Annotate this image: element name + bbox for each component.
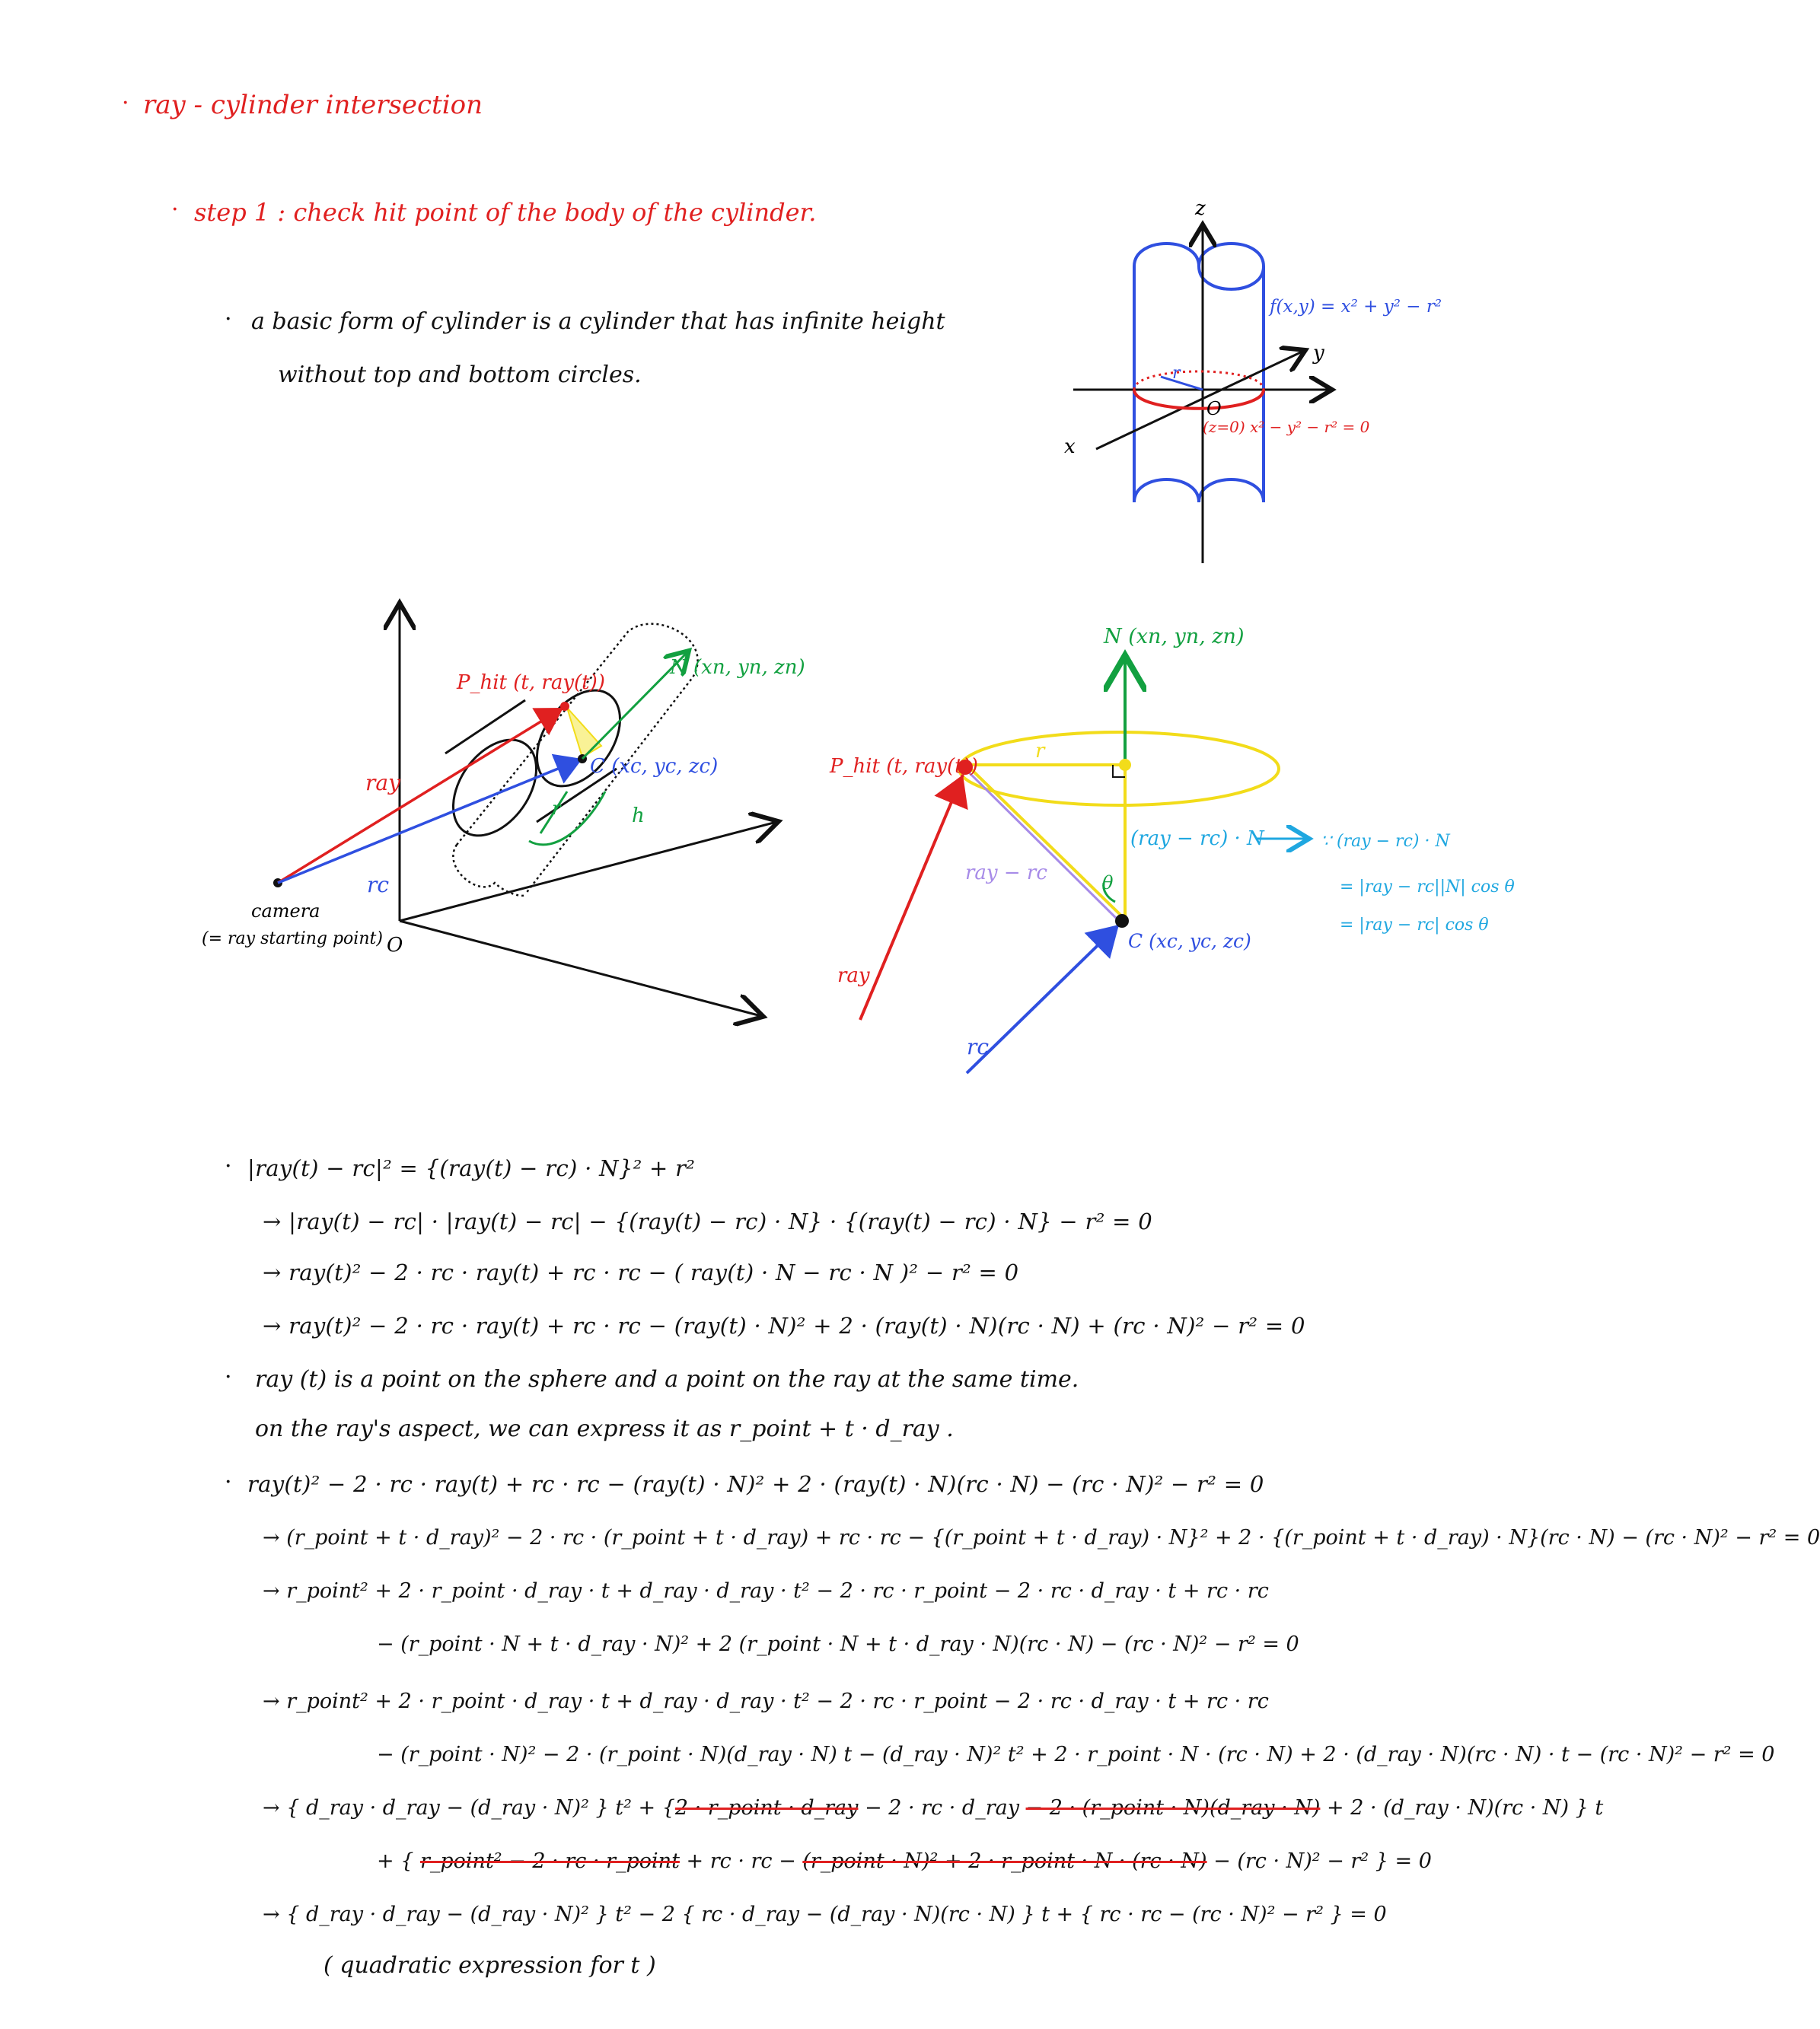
- paragraph-line-1: ray (t) is a point on the sphere and a point on the ray at the same time.: [255, 1366, 1079, 1393]
- cylinder-bottom-curve: [1134, 479, 1264, 502]
- hypotenuse-yellow: [967, 765, 1123, 917]
- equation-9b-struck-2: (r_point · N)² + 2 · r_point · N · (rc · N): [802, 1849, 1207, 1873]
- theta-label: θ: [1102, 872, 1114, 893]
- note-line-3: = |ray − rc| cos θ: [1340, 916, 1489, 935]
- depth-axis: [400, 921, 761, 1016]
- eq-bullet-1: ·: [225, 1153, 232, 1180]
- ray-cylinder-3d-figure: [190, 594, 814, 1035]
- y-axis-label: y: [1313, 342, 1324, 365]
- equation-9b-part-3: + rc · rc −: [679, 1849, 803, 1873]
- note-line-2: = |ray − rc||N| cos θ: [1340, 878, 1515, 897]
- difference-label: ray − rc: [965, 862, 1047, 884]
- normal-label: N (xn, yn, zn): [670, 656, 805, 679]
- projection-triangle: [567, 708, 601, 757]
- top-ellipse: [959, 732, 1279, 805]
- equation-9a-struck-2: − 2 · (r_point · N)(d_ray · N): [1025, 1796, 1321, 1820]
- intro-line-2: without top and bottom circles.: [278, 362, 642, 388]
- equation-9b: [377, 1849, 1432, 1873]
- projection-label: (ray − rc) · N: [1130, 827, 1264, 850]
- cylinder-axes-figure: [1050, 190, 1507, 563]
- equation-9b-part-5: − (rc · N)² − r² } = 0: [1206, 1849, 1432, 1873]
- h-label: h: [632, 804, 645, 827]
- cylinder-side-1: [445, 700, 525, 753]
- radius-label: r: [1172, 364, 1181, 383]
- base-ellipse-back: [1134, 371, 1264, 390]
- r-label: r: [552, 798, 561, 819]
- cylinder-bottom-cap: [436, 725, 553, 851]
- ray-vector: [278, 708, 563, 883]
- title-bullet: ·: [122, 90, 129, 116]
- hypotenuse-purple: [967, 770, 1119, 921]
- equation-8b: − (r_point · N)² − 2 · (r_point · N)(d_ray · N) t − (d_ray · N)² t² + 2 · r_point · N · (rc · N) + 2 · (d_ray · N)(rc · N) · t − (rc · N)² − r² = 0: [377, 1743, 1775, 1766]
- base-equation-label: (z=0) x² − y² − r² = 0: [1203, 418, 1370, 436]
- equation-9a-part-1: → { d_ray · d_ray − (d_ray · N)² } t² + {: [263, 1796, 675, 1820]
- center-label: C (xc, yc, zc): [1128, 930, 1251, 952]
- step-bullet: ·: [171, 196, 179, 223]
- origin-label: O: [387, 934, 403, 957]
- equation-9b-part-1: + {: [377, 1849, 420, 1873]
- normal-label: N (xn, yn, zn): [1104, 625, 1245, 648]
- ray-vector: [860, 775, 963, 1020]
- equation-9a-struck-1: 2 · r_point · d_ray: [674, 1796, 859, 1820]
- x-axis-label: x: [1064, 435, 1076, 458]
- camera-note: (= ray starting point): [202, 929, 383, 948]
- equation-9a: [263, 1796, 1603, 1820]
- infinite-cylinder-bottom: [453, 845, 525, 896]
- equation-4: → ray(t)² − 2 · rc · ray(t) + rc · rc − (ray(t) · N)² + 2 · (ray(t) · N)(rc · N) + (rc · N)² − r² = 0: [263, 1313, 1305, 1339]
- ray-label: ray: [365, 770, 400, 795]
- p-hit-label: P_hit (t, ray(t)): [457, 671, 605, 694]
- camera-label: camera: [251, 900, 320, 922]
- base-ellipse-front: [1134, 390, 1264, 409]
- equation-9b-struck-1: r_point² − 2 · rc · r_point: [419, 1849, 680, 1873]
- origin-label: O: [1206, 398, 1222, 419]
- r-label: r: [1035, 740, 1045, 763]
- intro-bullet: ·: [225, 306, 232, 333]
- step-1-heading: step 1 : check hit point of the body of the cylinder.: [194, 198, 817, 227]
- equation-9a-part-3: − 2 · rc · d_ray: [858, 1796, 1026, 1820]
- quadratic-note: ( quadratic expression for t ): [324, 1952, 656, 1979]
- equation-7b: − (r_point · N + t · d_ray · N)² + 2 (r_point · N + t · d_ray · N)(rc · N) − (rc · N)² − r² = 0: [377, 1632, 1299, 1656]
- ray-label: ray: [837, 964, 870, 987]
- equation-10: → { d_ray · d_ray − (d_ray · N)² } t² − 2 { rc · d_ray − (d_ray · N)(rc · N) } t + { rc · rc − (rc · N)² − r² } = 0: [263, 1903, 1387, 1926]
- equation-6: → (r_point + t · d_ray)² − 2 · rc · (r_point + t · d_ray) + rc · rc − {(r_point + t · d_ray) · N}² + 2 · {(r_point + t · d_ray) · N}(rc · N) − (rc · N)² − r² = 0: [263, 1526, 1820, 1550]
- equation-2: → |ray(t) − rc| · |ray(t) − rc| − {(ray(t) − rc) · N} · {(ray(t) − rc) · N} − r² = 0: [263, 1209, 1152, 1234]
- equation-7a: → r_point² + 2 · r_point · d_ray · t + d_ray · d_ray · t² − 2 · rc · r_point − 2 · rc · d_ray · t + rc · rc: [263, 1579, 1269, 1603]
- intro-line-1: a basic form of cylinder is a cylinder that has infinite height: [251, 308, 945, 335]
- equation-1: |ray(t) − rc|² = {(ray(t) − rc) · N}² + r²: [247, 1155, 696, 1181]
- rc-vector: [967, 925, 1119, 1073]
- equation-3: → ray(t)² − 2 · rc · ray(t) + rc · rc − ( ray(t) · N − rc · N )² − r² = 0: [263, 1260, 1019, 1285]
- center-point: [1115, 914, 1129, 928]
- top-center-point: [1119, 759, 1131, 771]
- rc-label: rc: [367, 872, 390, 897]
- paragraph-line-2: on the ray's aspect, we can express it as r_point + t · d_ray .: [255, 1416, 954, 1442]
- radius-line: [1161, 377, 1203, 390]
- projection-figure: [814, 609, 1522, 1081]
- cylinder-top-ellipse: [1134, 244, 1264, 289]
- equation-5: ray(t)² − 2 · rc · ray(t) + rc · rc − (ray(t) · N)² + 2 · (ray(t) · N)(rc · N) − (rc · N)² − r² = 0: [247, 1471, 1264, 1497]
- equation-8a: → r_point² + 2 · r_point · d_ray · t + d_ray · d_ray · t² − 2 · rc · r_point − 2 · rc · d_ray · t + rc · rc: [263, 1690, 1269, 1713]
- rc-label: rc: [967, 1034, 990, 1059]
- p-hit-point: [560, 702, 569, 711]
- z-axis-label: z: [1195, 197, 1206, 220]
- note-line-1: ∵ (ray − rc) · N: [1321, 832, 1450, 851]
- fxy-label: f(x,y) = x² + y² − r²: [1270, 297, 1442, 317]
- eq-bullet-2: ·: [225, 1469, 232, 1495]
- p-hit-label: P_hit (t, ray(t)): [830, 755, 978, 778]
- center-label: C (xc, yc, zc): [590, 755, 719, 778]
- paragraph-bullet: ·: [225, 1364, 232, 1390]
- page-title: ray - cylinder intersection: [143, 90, 483, 120]
- diagonal-axis: [400, 822, 776, 921]
- equation-9a-part-5: + 2 · (d_ray · N)(rc · N) } t: [1320, 1796, 1604, 1820]
